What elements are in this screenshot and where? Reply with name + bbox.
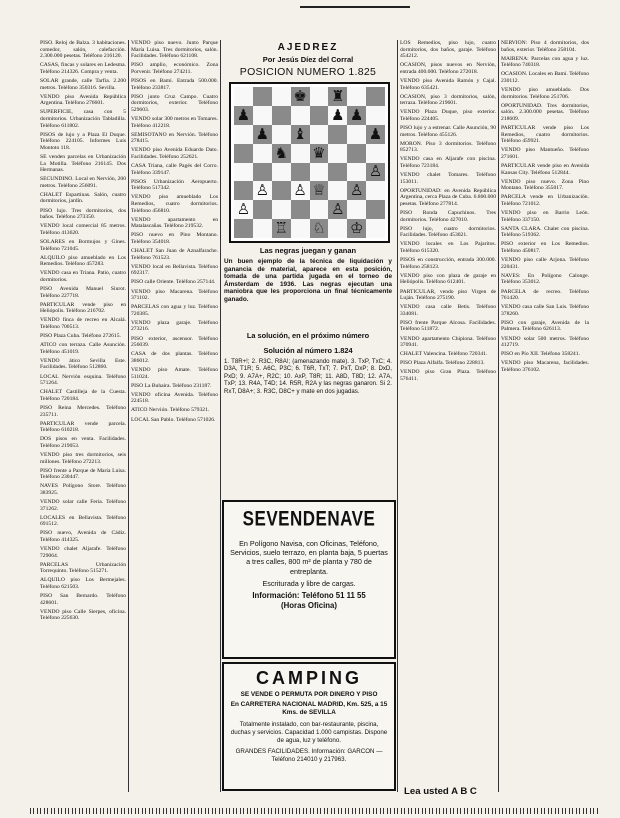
ad-body: Totalmente instalado, con bar-restaurante, piscina, duchas y servicios. Capacidad 1.000 campistas. Dispone de agua, luz y teléfono. <box>230 721 388 744</box>
classified-ad: PISO La Buhaira. Teléfono 231187. <box>131 382 212 389</box>
chess-piece-square: ♔ <box>347 219 366 238</box>
chess-next-notice: La solución, en el próximo número <box>246 331 370 340</box>
classified-ad: MORON. Piso 3 dormitorios. Teléfono 852713. <box>400 140 496 154</box>
classified-ad: VENDO oficina Avenida. Teléfono 224518. <box>131 391 218 405</box>
chess-square <box>310 200 329 219</box>
classified-ad: VENDO piso Macarena, facilidades. Teléfono 376102. <box>501 360 589 373</box>
classified-ad: VENDO chalet Tomares. Teléfono 153011. <box>400 172 496 185</box>
classified-ad: PARCELAS con agua y luz. Teléfono 720385. <box>131 304 218 317</box>
read-abc-notice: Lea usted A B C <box>404 786 477 797</box>
classified-ad: PARCELA vende en Urbanización. Teléfono 721012. <box>501 194 589 207</box>
classified-ad: VENDO plaza garaje. Teléfono 273216. <box>131 319 218 333</box>
classified-ad: CASA de dos plantas. Teléfono 386012. <box>131 351 218 364</box>
classifieds-column-7 <box>501 40 589 376</box>
classified-ad: CHALET San Juan de Aznalfarache. Teléfono 761523. <box>131 248 218 261</box>
chess-square <box>347 200 366 219</box>
classified-ad: PISOS en construcción, entrada 300.000. Teléfono 258123. <box>400 257 496 270</box>
classified-ad: ATICO con terraza. Calle Asunción. Teléfono 451019. <box>40 342 126 355</box>
classified-ad: DOS pisos en venta. Facilidades. Teléfono 219053. <box>40 436 126 449</box>
classified-ad: VENDO piso en Barrio León. Teléfono 337150. <box>501 210 589 223</box>
classified-ad: PISO. Reloj de Balza. 3 habitaciones. comedor, salón, calefacción. 2.300.000 pesetas. Teléfono 216120. <box>40 40 126 60</box>
classified-ad: PISO en Pío XII. Teléfono 358241. <box>501 351 580 358</box>
chess-square <box>366 106 385 125</box>
classified-ad: VENDO casa en Aljarafe con piscina. Teléfono 723184. <box>400 156 496 169</box>
classified-ad: VENDO piso calle Arjona. Teléfono 220431. <box>501 257 589 270</box>
classified-ad: NAVES: En Polígono Calonge. Teléfono 353012. <box>501 272 589 286</box>
chess-square <box>234 219 253 238</box>
classified-ad: MAIRENA: Parcelas con agua y luz. Teléfono 740318. <box>501 55 589 69</box>
chess-square <box>347 87 366 106</box>
chess-square <box>272 125 291 144</box>
chess-square <box>272 163 291 182</box>
classified-ad: LOCAL Nervión esquina. Teléfono 571264. <box>40 373 126 387</box>
classified-ad: PARTICULAR vende piso en Heliópolis. Teléfono 216702. <box>40 301 126 315</box>
classified-ad: PARCELAS Urbanización Torrequinto. Teléfono 515271. <box>40 561 126 575</box>
classified-ad: PISO Avenida Manuel Siurot. Teléfono 227718. <box>40 286 126 299</box>
chess-square <box>310 163 329 182</box>
classified-ad: VENDO piso Avenida Ramón y Cajal. Teléfono 635421. <box>400 77 496 91</box>
classified-ad: CHALET Espartinas. Salón, cuatro dormitorios, jardín. <box>40 191 126 205</box>
classified-ad: SANTA CLARA. Chalet con piscina. Teléfono 519362. <box>501 225 589 239</box>
classified-ad: PISO Plaza Alfalfa. Teléfono 228813. <box>400 360 485 367</box>
classified-ad: NERVION: Piso 4 dormitorios, dos baños, exterior. Teléfono 258104. <box>501 40 589 53</box>
classified-ad: NAVES Polígono Store. Teléfono 383925. <box>40 483 126 496</box>
chess-square <box>291 106 310 125</box>
classified-ad: VENDO solar 500 metros. Teléfono 412719. <box>501 335 589 349</box>
chess-square <box>310 125 329 144</box>
classified-ad: VENDO piso Avenida República Argentina. Teléfono 276601. <box>40 93 126 107</box>
chess-square <box>347 163 366 182</box>
classified-ad: VENDO Plaza Duque, piso exterior. Teléfono 224405. <box>400 109 496 122</box>
ad-headline: SEVENDENAVE <box>242 506 376 531</box>
classified-ad: PISO junto Cruz Campo. Cuatro dormitorios, exterior. Teléfono 529603. <box>131 93 218 113</box>
classified-ad: PISO lujo y a estrenar. Calle Asunción, 90 metros. Teléfono 455126. <box>400 125 496 138</box>
column-divider <box>498 40 499 792</box>
chess-square <box>366 144 385 163</box>
chess-square <box>291 200 310 219</box>
chess-square <box>366 181 385 200</box>
classified-ad: VENDO piso con plaza de garaje en Heliópolis. Teléfono 612401. <box>400 272 496 286</box>
classified-ad: LOCALES en Bellavista. Teléfono 691512. <box>40 514 126 528</box>
chess-square <box>366 200 385 219</box>
classified-ad: VENDO apartamento Chipiona. Teléfono 370941. <box>400 335 496 349</box>
ad-telephone: Información: Teléfono 51 11 55 <box>252 591 366 601</box>
classified-ad: OCASION, pisos nuevos en Nervión, entrada 400.000. Teléfono 272018. <box>400 62 496 75</box>
chess-square <box>253 106 272 125</box>
chess-piece-square: ♟ <box>253 125 272 144</box>
classified-ad: PISOS de lujo y a Plaza El Duque. Teléfono 224105. Informes Luís Montoto 118. <box>40 131 126 151</box>
chess-square <box>234 181 253 200</box>
classified-ad: ATICO Nervión. Teléfono 579321. <box>131 407 210 414</box>
chess-square <box>328 144 347 163</box>
chess-byline: Por Jesús Díez del Corral <box>262 55 354 64</box>
classified-ad: PARCELA de recreo. Teléfono 761420. <box>501 288 589 302</box>
chess-piece-square: ♙ <box>253 181 272 200</box>
chess-piece-square: ♘ <box>310 219 329 238</box>
classified-ad: VENDO locales en Los Pajaritos. Teléfono 615320. <box>400 241 496 255</box>
ad-sub: SE VENDE O PERMUTA POR DINERO Y PISO <box>240 691 378 698</box>
classified-ad: CHALET Valencina. Teléfono 720341. <box>400 351 488 358</box>
classified-ad: VENDO solar calle Feria. Teléfono 371262. <box>40 499 126 512</box>
classified-ad: SUPERFICIE, casa con 5 dormitorios. Urbanización Tabladilla. Teléfono 611802. <box>40 109 126 129</box>
chess-diagram <box>229 82 390 243</box>
classified-ad: CASA Triana, calle Pagés del Corro. Teléfono 339147. <box>131 163 218 176</box>
classified-ad: OCASION. Locales en Bami. Teléfono 230112. <box>501 71 589 84</box>
classified-ad: PISO con garaje, Avenida de la Palmera. Teléfono 626113. <box>501 319 589 333</box>
column-divider <box>128 40 129 792</box>
classified-ad: VENDO piso Mantueño. Teléfono 271601. <box>501 147 589 160</box>
chess-piece-square: ♙ <box>328 200 347 219</box>
classified-ad: PISO San Bernardo. Teléfono 428601. <box>40 593 126 606</box>
classified-ad: VENDO piso tres dormitorios, seis millones. Teléfono 272213. <box>40 451 126 465</box>
chess-square <box>347 125 366 144</box>
camping-ad <box>222 662 396 791</box>
chess-piece-square: ♝ <box>291 125 310 144</box>
classified-ad: VENDO casa calle San Luis. Teléfono 378260. <box>501 304 589 317</box>
classified-ad: PISO frente a Parque de María Luisa. Teléfono 230447. <box>40 467 126 481</box>
chess-piece-square: ♙ <box>366 163 385 182</box>
classified-ad: OPORTUNIDAD: en Avenida República Argentina, cerca Plaza de Cuba. 6.800.000 pesetas. Teléfono 277814. <box>400 187 496 207</box>
classified-ad: VENDO apartamento en Matalascañas. Teléfono 219532. <box>131 216 218 230</box>
chess-caption: Las negras juegan y ganan <box>259 246 357 255</box>
classified-ad: VENDO casa en Triana. Patio, cuatro dormitorios. <box>40 270 126 283</box>
chess-square <box>253 219 272 238</box>
column-divider <box>220 40 221 792</box>
classified-ad: VENDO piso Macarena. Teléfono 371102. <box>131 288 218 302</box>
classified-ad: CASAS, fincas y solares en Ledesma. Teléfono 214326. Compra y venta. <box>40 62 126 75</box>
chess-piece-square: ♙ <box>291 181 310 200</box>
sevendenave-ad <box>222 500 396 659</box>
chess-square <box>253 87 272 106</box>
chess-piece-square: ♚ <box>291 87 310 106</box>
chess-square <box>272 87 291 106</box>
classified-ad: PISO Reina Mercedes. Teléfono 235711. <box>40 404 126 418</box>
ad-headline: CAMPING <box>256 668 362 688</box>
classified-ad: VENDO ático Sevilla Este. Facilidades. Teléfono 512860. <box>40 357 126 371</box>
column-divider <box>397 40 398 792</box>
chess-title: AJEDREZ <box>277 42 339 53</box>
chess-square <box>234 144 253 163</box>
classified-ad: VENDO piso amueblado. Dos dormitorios. Teléfono 251706. <box>501 87 589 100</box>
classified-ad: PISO amplio, económico. Zona Porvenir. Teléfono 274211. <box>131 62 218 75</box>
bottom-print-band <box>30 808 600 814</box>
classified-ad: PISO exterior, ascensor. Teléfono 256039. <box>131 335 218 349</box>
classifieds-column-6 <box>400 40 496 782</box>
classified-ad: PISO lujo, cuatro dormitorios. Facilidades. Teléfono 453021. <box>400 225 496 239</box>
classified-ad: ALQUILO piso amueblado en Los Remedios. Teléfono 457283. <box>40 254 126 268</box>
chess-square <box>366 219 385 238</box>
chess-problem-number: POSICION NUMERO 1.825 <box>239 66 377 78</box>
chess-solution-text: 1. T8R+!; 2. R3C, R8A!; (amenazando mate). 3. TxP, TxC; 4. D3A, T1R; 5. A6C, P3C; 6. T6R, TxT; 7. PxT, DxP; 8. DxD, PxD; 9. A7A+, R2C; 10. AxP, T8R; 11. A8D, T8D; 12. A7A, TxP; 13. R4A, T4D; 14. R5R, R2A y las negras ganaron. Si 2. RxT, D8A+; 3. R3C, D8C+ y mate en dos jugadas. <box>224 358 392 395</box>
chess-piece-square: ♙ <box>347 181 366 200</box>
classified-ad: PISOS Urbanización Aeropuerto. Teléfono 517342. <box>131 178 218 192</box>
chess-piece-square: ♟ <box>328 106 347 125</box>
chess-piece-square: ♖ <box>272 219 291 238</box>
classified-ad: VENDO finca de recreo en Alcalá. Teléfono 700513. <box>40 317 126 330</box>
classified-ad: OPORTUNIDAD. Tres dormitorios, salón. 2.300.000 pesetas. Teléfono 218609. <box>501 102 589 122</box>
classified-ad: ALQUILO piso Los Bermejales. Teléfono 621503. <box>40 577 126 591</box>
chess-square <box>272 181 291 200</box>
chess-square <box>234 87 253 106</box>
chess-board <box>234 87 385 238</box>
chess-piece-square: ♟ <box>366 125 385 144</box>
classified-ad: PARTICULAR, vendo piso Virgen de Luján. Teléfono 275190. <box>400 288 496 302</box>
chess-section <box>222 40 394 78</box>
classified-ad: VENDO chalet Aljarafe. Teléfono 729064. <box>40 546 126 559</box>
classified-ad: SOLAR grande, calle Tarfia. 2.200 metros. Teléfono 350316. Sevilla. <box>40 77 126 91</box>
chess-square <box>253 144 272 163</box>
classified-ad: VENDO piso Gran Plaza. Teléfono 576411. <box>400 369 496 383</box>
chess-square <box>291 163 310 182</box>
chess-square <box>328 163 347 182</box>
classified-ad: PARTICULAR vende piso Los Remedios, cuatro dormitorios. Teléfono 459921. <box>501 125 589 145</box>
chess-piece-square: ♕ <box>310 181 329 200</box>
classified-ad: PARTICULAR vende parcela. Teléfono 610218. <box>40 420 126 434</box>
classified-ad: LOCAL San Pablo. Teléfono 571026. <box>131 416 216 423</box>
classified-ad: PISO nuevo, Avenida de Cádiz. Teléfono 414325. <box>40 530 126 543</box>
classified-ad: VENDO casa calle Betis. Teléfono 334081. <box>400 304 496 317</box>
chess-square <box>347 144 366 163</box>
classified-ad: VENDO solar 300 metros en Tomares. Teléfono 412218. <box>131 115 218 129</box>
top-rule <box>300 6 410 8</box>
chess-square <box>253 163 272 182</box>
classified-ad: VENDO piso nuevo. Zona Pino Montano. Teléfono 355017. <box>501 178 589 192</box>
classified-ad: PISO nuevo en Pino Montano. Teléfono 354018. <box>131 232 218 245</box>
chess-square <box>291 144 310 163</box>
chess-square <box>234 163 253 182</box>
classified-ad: CHALET Castilleja de la Cuesta. Teléfono 720184. <box>40 389 126 402</box>
classified-ad: VENDO local en Bellavista. Teléfono 692317. <box>131 263 218 277</box>
classified-ad: PISOS en Bami. Entrada 500.000. Teléfono 233817. <box>131 77 218 91</box>
chess-square <box>328 125 347 144</box>
classified-ad: VENDO piso nuevo. Junto Parque María Luisa. Tres dormitorios, salón. Facilidades. Teléfono 621108. <box>131 40 218 60</box>
classifieds-column-2 <box>131 40 218 426</box>
chess-square <box>234 125 253 144</box>
chess-square <box>310 106 329 125</box>
chess-solution-title: Solución al número 1.824 <box>263 346 353 355</box>
classified-ad: OCASION, piso 3 dormitorios, salón, terraza. Teléfono 219601. <box>400 93 496 107</box>
chess-square <box>366 87 385 106</box>
chess-square <box>253 200 272 219</box>
classified-ad: LOS Remedios, piso lujo, cuatro dormitorios, dos baños, garaje. Teléfono 454212. <box>400 40 496 60</box>
chess-square <box>291 219 310 238</box>
classified-ad: PISO Plaza Cuba. Teléfono 272615. <box>40 333 121 340</box>
classified-ad: VENDO piso amueblado Los Remedios, cuatro dormitorios. Teléfono 456810. <box>131 194 218 214</box>
classifieds-column-1 <box>40 40 126 625</box>
classified-ad: VENDO piso Avenida Eduardo Dato. Facilidades. Teléfono 252621. <box>131 147 218 160</box>
classified-ad: VENDO local comercial 85 metros. Teléfono 413620. <box>40 223 126 236</box>
classified-ad: PISO calle Oriente. Teléfono 257144. <box>131 279 216 286</box>
classified-ad: SEMISOTANO en Nervión. Teléfono 278415. <box>131 131 218 145</box>
chess-square <box>310 87 329 106</box>
classified-ad: VENDO piso Calle Sierpes, oficina. Teléfono 225630. <box>40 608 126 622</box>
chess-piece-square: ♙ <box>234 200 253 219</box>
classified-ad: SECUNDINO. Local en Nervión, 200 metros. Teléfono 256091. <box>40 176 126 189</box>
classified-ad: PISO lujo. Tres dormitorios, dos baños. Teléfono 273350. <box>40 207 126 221</box>
classified-ad: SE venden parcelas en Urbanización La Motilla. Teléfono 216145. Dos Hermanas. <box>40 153 126 174</box>
chess-piece-square: ♜ <box>328 87 347 106</box>
chess-square <box>328 181 347 200</box>
chess-piece-square: ♞ <box>272 144 291 163</box>
ad-sub: Escriturada y libre de cargas. <box>262 578 356 588</box>
classified-ad: VENDO piso Amate. Teléfono 511024. <box>131 366 218 380</box>
chess-piece-square: ♟ <box>234 106 253 125</box>
ad-location: En CARRETERA NACIONAL MADRID, Km. 525, a 15 Kms. de SEVILLA <box>230 700 388 716</box>
classified-ad: PISO frente Parque Alcosa. Facilidades. Teléfono 511872. <box>400 319 496 333</box>
chess-square <box>272 200 291 219</box>
chess-square <box>272 106 291 125</box>
ad-footer: GRANDES FACILIDADES. Información: GARCON — Teléfono 214010 y 217963. <box>235 748 383 763</box>
ad-body: En Polígono Navisa, con Oficinas, Teléfono, Servicios, suelo terrazo, en planta baja, 5 puertas a tres calles, 800 m² de planta y 780 de entreplanta. <box>230 539 388 576</box>
chess-intro-text: Un buen ejemplo de la técnica de liquidación y ganancia de material, aparece en esta posición, tomada de una partida jugada en el torneo de Ámsterdam de 1936. Las negras ejecutan una maniobra que les proporciona un final técnicamente ganado. <box>224 258 392 303</box>
classified-ad: SOLARES en Bormujos y Gines. Teléfono 721045. <box>40 238 126 252</box>
chess-piece-square: ♛ <box>310 144 329 163</box>
classified-ad: PISO Ronda Capuchinos. Tres dormitorios. Teléfono 427010. <box>400 210 496 223</box>
classified-ad: PISO exterior en Los Remedios. Teléfono 450817. <box>501 241 589 255</box>
chess-piece-square: ♟ <box>347 106 366 125</box>
chess-square <box>328 219 347 238</box>
classified-ad: PARTICULAR vende piso en Avenida Kansas City. Teléfono 512844. <box>501 163 589 176</box>
ad-hours: (Horas Oficina) <box>281 601 337 611</box>
